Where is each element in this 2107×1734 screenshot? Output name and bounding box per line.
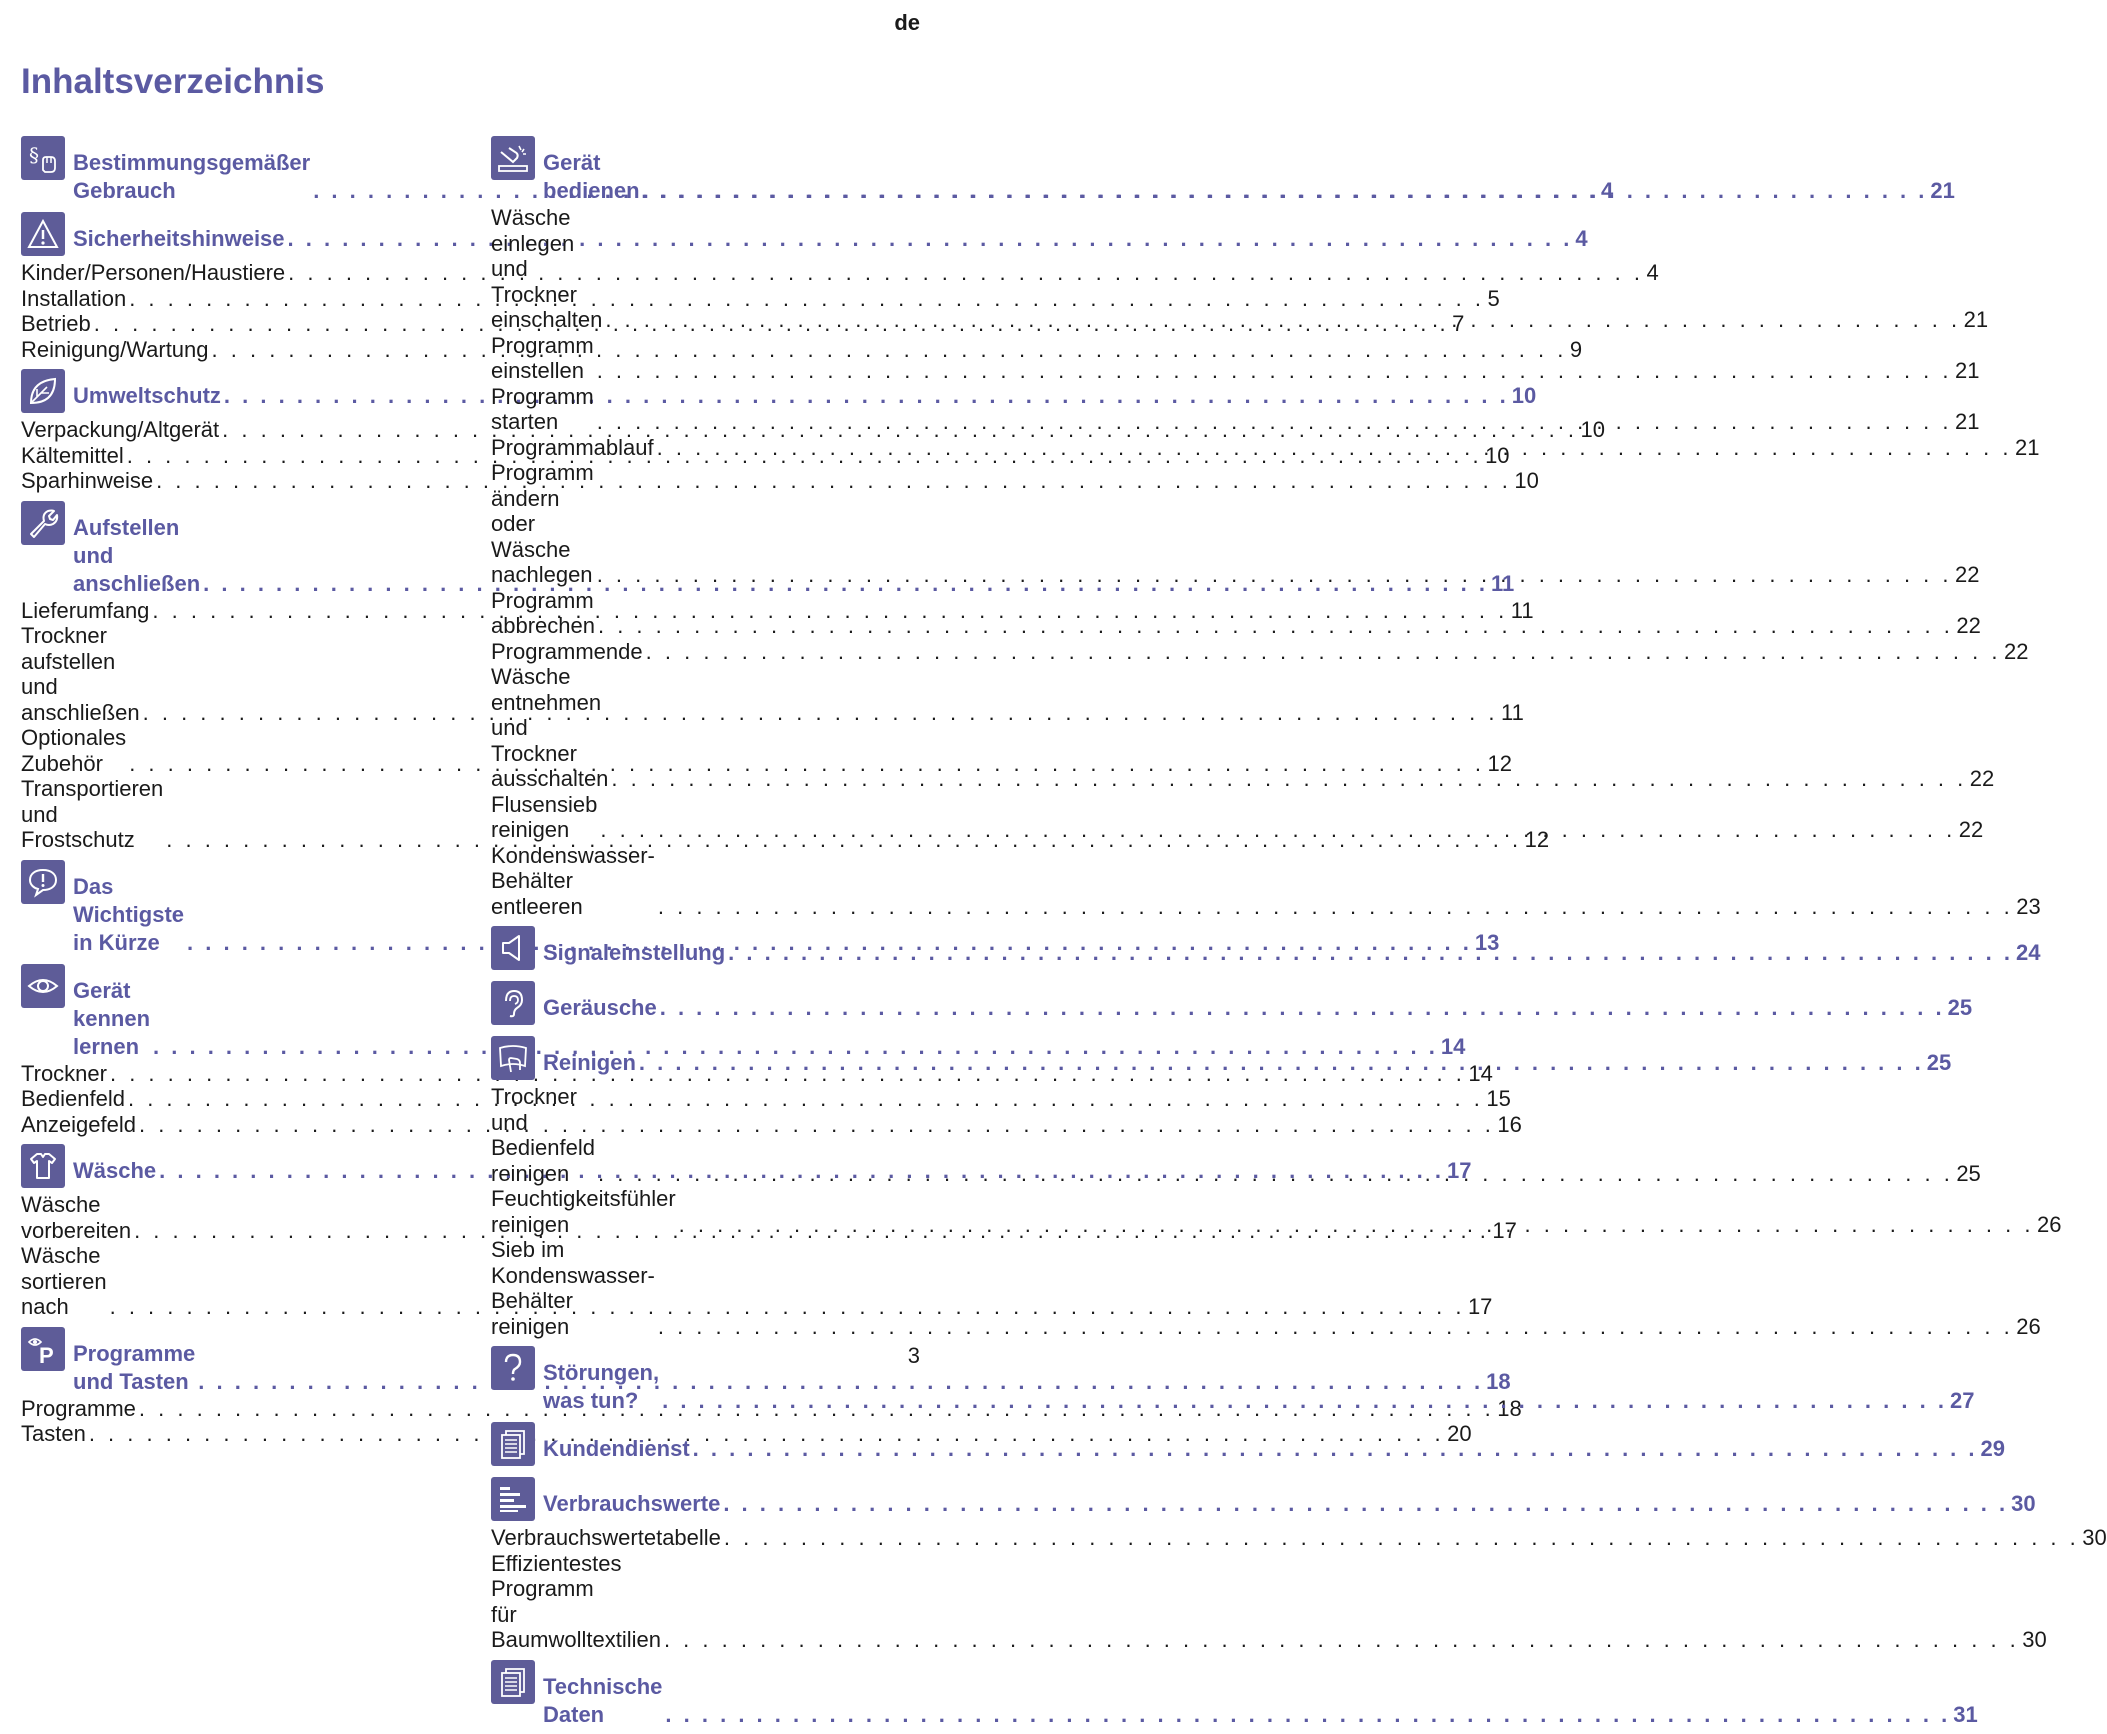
dot-leader bbox=[646, 639, 2001, 665]
entry-title: Reinigung/Wartung bbox=[21, 336, 209, 362]
consumption-bars-icon bbox=[491, 1477, 535, 1521]
dot-leader bbox=[639, 1049, 1924, 1077]
entry-page-number: 23 bbox=[2016, 893, 2041, 919]
entry-page-number: 12 bbox=[1487, 750, 1513, 776]
toc-entry[interactable] bbox=[21, 260, 1659, 286]
entry-title: Verbrauchswertetabelle bbox=[491, 1525, 721, 1550]
entry-title: Trockner und Bedienfeld reinigen bbox=[491, 1084, 595, 1186]
section-title-row bbox=[543, 1344, 1974, 1415]
entry-title: Trockner aufstellen und anschließen bbox=[21, 623, 140, 725]
entry-title: Transportieren und Frostschutz bbox=[21, 776, 164, 852]
entry-title: Programmende bbox=[491, 638, 643, 664]
section-page-number: 30 bbox=[2011, 1491, 2036, 1516]
entry-page-number: 10 bbox=[1514, 468, 1539, 493]
cleaning-cloth-icon bbox=[491, 1036, 535, 1080]
speaker-icon bbox=[491, 926, 535, 970]
section-title: Das Wichtigste in Kürze bbox=[73, 873, 185, 955]
toc-entry[interactable] bbox=[21, 468, 1539, 494]
entry-page-number: 7 bbox=[1452, 311, 1465, 336]
entry-title: Bedienfeld bbox=[21, 1086, 125, 1111]
entry-page-number: 12 bbox=[1524, 827, 1550, 852]
entry-page-number: 14 bbox=[1468, 1060, 1493, 1086]
section-title: Gerät kennen lernen bbox=[73, 977, 151, 1059]
entry-page-number: 22 bbox=[2003, 638, 2029, 664]
entry-title: Betrieb bbox=[21, 311, 91, 336]
document-icon bbox=[491, 1660, 535, 1704]
entry-page-number: 15 bbox=[1486, 1086, 1511, 1111]
dot-leader bbox=[597, 409, 1952, 435]
toc-section-heading[interactable] bbox=[491, 1475, 2036, 1525]
entry-page-number: 18 bbox=[1497, 1395, 1522, 1421]
speech-bubble-icon bbox=[21, 860, 65, 904]
section-page-number: 31 bbox=[1953, 1701, 1978, 1727]
section-page-number: 21 bbox=[1930, 178, 1955, 203]
dot-leader bbox=[723, 1490, 2008, 1518]
eye-icon bbox=[21, 964, 65, 1008]
dot-leader bbox=[679, 1212, 2034, 1238]
dot-leader bbox=[657, 435, 2012, 461]
toc-entry[interactable] bbox=[21, 417, 1605, 443]
toc-entry[interactable] bbox=[21, 1086, 1511, 1112]
entry-title: Wäsche entnehmen und Trockner ausschalten bbox=[491, 664, 609, 791]
entry-page-number: 5 bbox=[1487, 285, 1500, 311]
dot-leader bbox=[693, 1435, 1978, 1463]
entry-page-number: 11 bbox=[1500, 699, 1524, 725]
page-title: Inhaltsverzeichnis bbox=[21, 62, 325, 101]
section-page-number: 4 bbox=[1575, 226, 1588, 251]
entry-title: Wäsche einlegen und Trockner einschalten bbox=[491, 205, 603, 332]
section-title: Sicherheitshinweise bbox=[73, 226, 285, 251]
toc-entry[interactable] bbox=[491, 1525, 2107, 1551]
section-title: Programme und Tasten bbox=[73, 1340, 196, 1394]
entry-page-number: 30 bbox=[2082, 1525, 2107, 1550]
section-title-row bbox=[543, 134, 1955, 205]
section-title: Störungen, was tun? bbox=[543, 1360, 660, 1413]
entry-page-number: 17 bbox=[1492, 1217, 1517, 1243]
section-title-row bbox=[543, 1034, 1951, 1077]
dot-leader bbox=[658, 1314, 2013, 1340]
toc-entry[interactable] bbox=[21, 285, 1500, 312]
entry-title: Programm ändern oder Wäsche nachlegen bbox=[491, 460, 594, 587]
entry-page-number: 22 bbox=[1969, 766, 1995, 791]
dot-leader bbox=[611, 766, 1966, 792]
section-title: Bestimmungsgemäßer Gebrauch bbox=[73, 150, 311, 203]
dot-leader bbox=[664, 1627, 2019, 1653]
entry-title: Tasten bbox=[21, 1421, 86, 1446]
entry-title: Flusensieb reinigen bbox=[491, 791, 598, 842]
entry-title: Programm starten bbox=[491, 383, 594, 434]
toc-section bbox=[491, 1475, 2107, 1653]
document-icon bbox=[491, 1422, 535, 1466]
toc-section bbox=[491, 1658, 1978, 1729]
entry-page-number: 9 bbox=[1569, 336, 1583, 362]
section-title: Geräusche bbox=[543, 995, 657, 1020]
section-title: Signaleinstellung bbox=[543, 940, 726, 965]
entry-title: Kinder/Personen/Haustiere bbox=[21, 260, 286, 285]
entry-title: Lieferumfang bbox=[21, 597, 150, 623]
entry-title: Verpackung/Altgerät bbox=[21, 417, 220, 442]
entry-page-number: 16 bbox=[1497, 1111, 1522, 1137]
section-page-number: 18 bbox=[1486, 1368, 1511, 1394]
section-page-number: 13 bbox=[1474, 929, 1500, 955]
question-mark-icon bbox=[491, 1346, 535, 1390]
section-page-number: 4 bbox=[1601, 178, 1614, 203]
entry-title: Programm einstellen bbox=[491, 332, 594, 383]
section-title: Wäsche bbox=[73, 1158, 157, 1183]
dot-leader bbox=[597, 562, 1952, 588]
section-title-row bbox=[543, 979, 1972, 1022]
entry-title: Programme bbox=[21, 1395, 136, 1421]
toc-entry[interactable] bbox=[21, 1111, 1522, 1138]
dot-leader bbox=[724, 1525, 2079, 1551]
section-page-number: 24 bbox=[2015, 940, 2041, 965]
dot-leader bbox=[643, 177, 1928, 205]
toc-section bbox=[491, 979, 1973, 1029]
dot-leader bbox=[598, 613, 1953, 639]
entry-title: Sieb im Kondenswasser-Behälter reinigen bbox=[491, 1237, 655, 1339]
toc-entry[interactable] bbox=[491, 842, 2041, 920]
entry-page-number: 21 bbox=[1955, 409, 1980, 434]
section-page-number: 25 bbox=[1947, 995, 1973, 1020]
toc-section-heading[interactable] bbox=[491, 979, 1973, 1029]
section-title-row bbox=[543, 1658, 1978, 1729]
section-title: Gerät bedienen bbox=[543, 150, 640, 203]
toc-section-heading[interactable] bbox=[21, 1142, 1472, 1192]
entry-page-number: 10 bbox=[1485, 442, 1510, 468]
wrench-icon bbox=[21, 501, 65, 545]
entry-page-number: 20 bbox=[1447, 1421, 1472, 1446]
program-p-icon bbox=[21, 1327, 65, 1371]
section-title: Aufstellen und anschließen bbox=[73, 514, 201, 596]
dot-leader bbox=[605, 307, 1960, 333]
dot-leader bbox=[662, 1387, 1947, 1415]
entry-page-number: 22 bbox=[1955, 562, 1980, 587]
section-title: Reinigen bbox=[543, 1050, 636, 1075]
entry-title: Wäsche vorbereiten bbox=[21, 1192, 132, 1243]
section-page-number: 11 bbox=[1491, 570, 1515, 596]
entry-title: Programmablauf bbox=[491, 434, 654, 460]
laundry-icon bbox=[21, 1144, 65, 1188]
entry-page-number: 22 bbox=[1956, 613, 1981, 638]
svg-text:P: P bbox=[39, 1342, 54, 1368]
entry-page-number: 11 bbox=[1510, 597, 1534, 623]
entry-title: Anzeigefeld bbox=[21, 1111, 136, 1137]
entry-page-number: 21 bbox=[2014, 434, 2040, 460]
section-title: Verbrauchswerte bbox=[543, 1491, 721, 1516]
section-title-row bbox=[543, 1475, 2036, 1518]
hand-operate-icon bbox=[491, 136, 535, 180]
toc-section-heading[interactable] bbox=[491, 134, 1955, 205]
entry-page-number: 21 bbox=[1963, 307, 1989, 332]
section-page-number: 10 bbox=[1511, 383, 1537, 408]
language-code: de bbox=[894, 10, 920, 35]
warning-triangle-icon bbox=[21, 212, 65, 256]
toc-entry[interactable] bbox=[491, 332, 1980, 384]
leaf-icon bbox=[21, 369, 65, 413]
entry-title: Programm abbrechen bbox=[491, 587, 595, 638]
toc-section-heading[interactable] bbox=[491, 1658, 1978, 1729]
dot-leader bbox=[598, 1161, 1953, 1187]
page-number: 3 bbox=[907, 1343, 920, 1368]
entry-page-number: 30 bbox=[2022, 1627, 2047, 1652]
entry-page-number: 22 bbox=[1958, 817, 1984, 842]
entry-page-number: 25 bbox=[1956, 1160, 1981, 1186]
entry-page-number: 26 bbox=[2037, 1211, 2062, 1237]
section-title-row bbox=[543, 924, 2040, 967]
entry-page-number: 10 bbox=[1580, 417, 1605, 442]
ear-icon bbox=[491, 981, 535, 1025]
paragraph-hand-icon bbox=[21, 136, 65, 180]
entry-page-number: 26 bbox=[2016, 1313, 2041, 1339]
section-page-number: 14 bbox=[1440, 1033, 1466, 1059]
entry-title: Kältemittel bbox=[21, 442, 124, 468]
entry-title: Feuchtigkeitsfühler reinigen bbox=[491, 1186, 676, 1237]
entry-title: Sparhinweise bbox=[21, 468, 154, 493]
dot-leader bbox=[660, 994, 1945, 1022]
dot-leader bbox=[600, 817, 1955, 843]
section-title: Kundendienst bbox=[543, 1436, 690, 1461]
section-page-number: 17 bbox=[1447, 1158, 1472, 1183]
toc-entry[interactable] bbox=[21, 311, 1465, 337]
entry-page-number: 21 bbox=[1955, 358, 1980, 383]
dot-leader bbox=[658, 894, 2013, 920]
entry-title: Kondenswasser-Behälter entleeren bbox=[491, 842, 655, 919]
toc-entry[interactable] bbox=[21, 1395, 1522, 1422]
dot-leader bbox=[665, 1701, 1950, 1729]
entry-title: Optionales Zubehör bbox=[21, 725, 127, 776]
toc-entry[interactable] bbox=[21, 1421, 1472, 1447]
entry-page-number: 4 bbox=[1646, 260, 1659, 285]
section-page-number: 27 bbox=[1949, 1388, 1975, 1413]
dot-leader bbox=[288, 225, 1573, 253]
entry-title: Installation bbox=[21, 285, 127, 311]
dot-leader bbox=[597, 358, 1952, 384]
toc-entry[interactable] bbox=[491, 1550, 2047, 1653]
section-page-number: 29 bbox=[1980, 1436, 2005, 1461]
section-title: Technische Daten bbox=[543, 1673, 663, 1727]
entry-page-number: 17 bbox=[1467, 1294, 1493, 1319]
section-title: Umweltschutz bbox=[73, 383, 221, 408]
toc-entry[interactable] bbox=[491, 638, 2029, 665]
section-page-number: 25 bbox=[1926, 1050, 1952, 1075]
toc-entry[interactable] bbox=[21, 725, 1513, 776]
svg-text:§: § bbox=[29, 143, 39, 167]
entry-title: Trockner bbox=[21, 1060, 107, 1086]
toc-entry[interactable] bbox=[491, 205, 1989, 333]
entry-title: Effizientestes Programm für Baumwolltextilien bbox=[491, 1550, 661, 1652]
dot-leader bbox=[728, 939, 2013, 967]
entry-title: Wäsche sortieren nach bbox=[21, 1243, 107, 1319]
section-title-row bbox=[543, 1420, 2005, 1463]
toc-section-heading[interactable] bbox=[21, 210, 1588, 260]
